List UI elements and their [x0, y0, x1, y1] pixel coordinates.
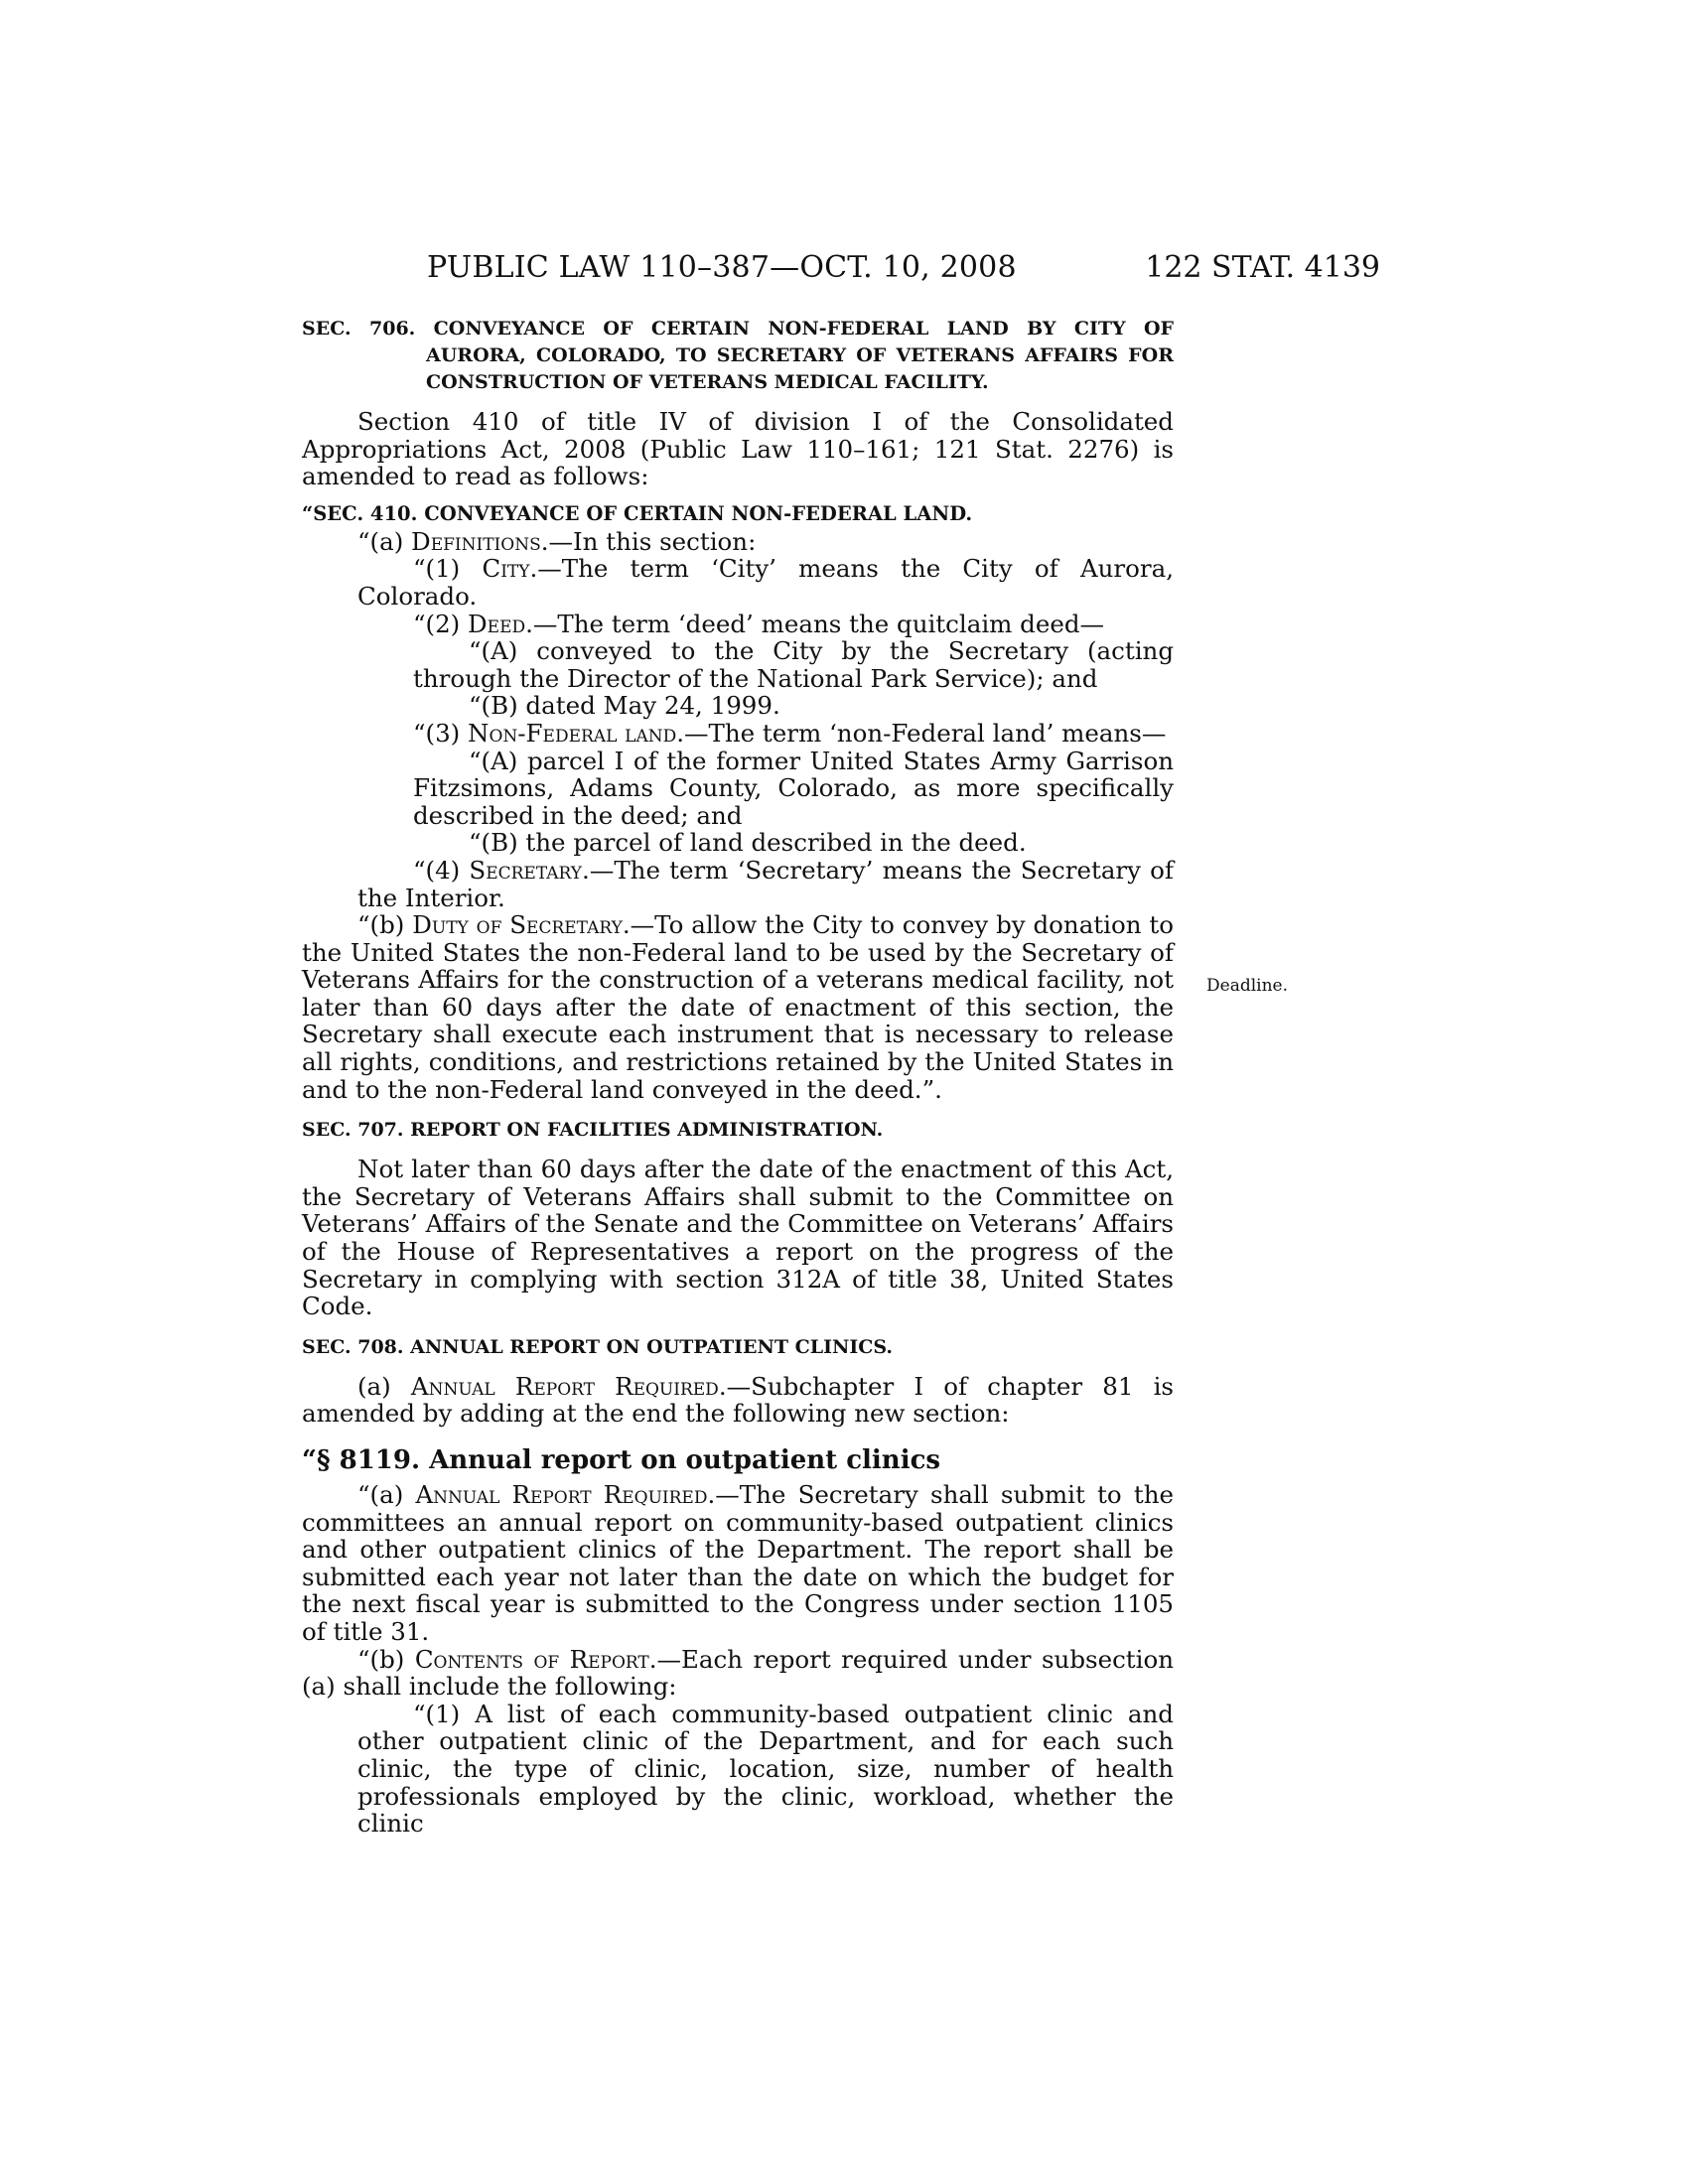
subsection-a-definitions	[302, 528, 1174, 556]
section-8119-subsection-a	[302, 1481, 1174, 1646]
running-head-title: PUBLIC LAW 110–387—OCT. 10, 2008	[427, 250, 1017, 285]
section-706-heading: SEC. 706. CONVEYANCE OF CERTAIN NON-FEDERAL LAND BY CITY OF AURORA, COLORADO, TO SECRETARY OF VETERANS AFFAIRS FOR CONSTRUCTION OF VETERANS MEDICAL FACILITY.	[302, 318, 1174, 393]
paragraph-3-subA: “(A) parcel I of the former United States Army Garrison Fitzsimons, Adams County, Colorado, as more specifically described in the deed; and	[413, 746, 1174, 830]
paragraph-3-open: “(3)	[413, 718, 469, 748]
paragraph-2-open: “(2)	[413, 609, 469, 638]
subsection-a-text: .—In this section:	[540, 526, 757, 556]
paragraph-1-text: .—The term ‘City’ means the City of Aurora, Colorado.	[357, 554, 1174, 611]
section-707-heading: SEC. 707. REPORT ON FACILITIES ADMINISTRATION.	[302, 1119, 884, 1142]
subsection-b-text: .—To allow the City to convey by donation to the United States the non-Federal land to be used by the Secretary of Veterans Affairs for the construction of a veterans medical facility, not later than 60 days after the date of enactment of this section, the Secretary shall execute each instrument that is necessary to release all rights, conditions, and restrictions retained by the United States in and to the non-Federal land conveyed in the deed.”.	[302, 910, 1174, 1104]
paragraph-3-label: Non-Federal land	[468, 718, 677, 748]
section-8119-b-paragraph-1: “(1) A list of each community-based outpatient clinic and other outpatient clinic of the Department, and for each such clinic, the type of clinic, location, size, number of health professionals employed by the clinic, workload, whether the clinic	[357, 1699, 1174, 1839]
paragraph-2-subB: “(B) dated May 24, 1999.	[469, 691, 780, 721]
section-8119-b-open: “(b)	[357, 1644, 415, 1674]
subsection-b-label: Duty of Secretary	[412, 910, 623, 940]
section-708-subsection-a	[302, 1373, 1174, 1428]
section-8119-b-label: Contents of Report	[414, 1644, 649, 1674]
subsection-b-duty	[302, 911, 1174, 1103]
section-8119-a-label: Annual Report Required	[415, 1480, 708, 1509]
section-708-heading: SEC. 708. ANNUAL REPORT ON OUTPATIENT CLINICS.	[302, 1335, 894, 1358]
paragraph-3-text: .—The term ‘non-Federal land’ means—	[676, 718, 1167, 748]
subsection-b-open: “(b)	[357, 910, 413, 940]
paragraph-1-city	[302, 555, 1174, 610]
paragraph-4-text: .—The term ‘Secretary’ means the Secretary of the Interior.	[357, 855, 1174, 912]
margin-note-deadline: Deadline.	[1206, 976, 1288, 996]
subsection-a-label: Definitions	[411, 526, 541, 556]
running-head	[298, 250, 1380, 290]
paragraph-1-open: “(1)	[413, 554, 483, 584]
paragraph-4-label: Secretary	[469, 855, 583, 885]
paragraph-1-label: City	[482, 554, 530, 584]
section-708-a-label: Annual Report Required	[410, 1371, 719, 1401]
subsection-a-open: “(a)	[357, 526, 412, 556]
paragraph-2-label: Deed	[468, 609, 526, 638]
section-410-heading: “SEC. 410. CONVEYANCE OF CERTAIN NON-FEDERAL LAND.	[302, 501, 973, 525]
section-8119-a-open: “(a)	[357, 1480, 416, 1509]
paragraph-4-secretary	[302, 857, 1174, 911]
paragraph-3-subB: “(B) the parcel of land described in the deed.	[469, 828, 1027, 858]
paragraph-4-open: “(4)	[413, 855, 470, 885]
statute-page-number: 122 STAT. 4139	[1145, 250, 1380, 285]
section-8119-heading: “§ 8119. Annual report on outpatient clinics	[302, 1445, 941, 1475]
section-706-intro: Section 410 of title IV of division I of the Consolidated Appropriations Act, 2008 (Public Law 110–161; 121 Stat. 2276) is amended to read as follows:	[302, 407, 1174, 491]
paragraph-2-deed	[302, 611, 1174, 638]
paragraph-2-text: .—The term ‘deed’ means the quitclaim deed—	[525, 609, 1105, 638]
section-8119-a-text: .—The Secretary shall submit to the committees an annual report on community-based outpatient clinics and other outpatient clinics of the Department. The report shall be submitted each year not later than the date on which the budget for the next fiscal year is submitted to the Congress under section 1105 of title 31.	[302, 1480, 1174, 1646]
section-8119-b-text: .—Each report required under subsection (a) shall include the following:	[302, 1644, 1175, 1702]
paragraph-3-non-federal-land	[302, 720, 1174, 748]
section-708-a-open: (a)	[357, 1371, 411, 1401]
paragraph-2-subA: “(A) conveyed to the City by the Secretary (acting through the Director of the National Park Service); and	[413, 636, 1174, 693]
section-8119-subsection-b	[302, 1646, 1174, 1701]
section-707-text: Not later than 60 days after the date of the enactment of this Act, the Secretary of Veterans Affairs shall submit to the Committee on Veterans’ Affairs of the Senate and the Committee on Veterans’ Affairs of the House of Representatives a report on the progress of the Secretary in complying with section 312A of title 38, United States Code.	[302, 1155, 1174, 1321]
section-708-a-text: .—Subchapter I of chapter 81 is amended by adding at the end the following new section:	[302, 1371, 1175, 1429]
document-body	[302, 316, 1174, 1838]
